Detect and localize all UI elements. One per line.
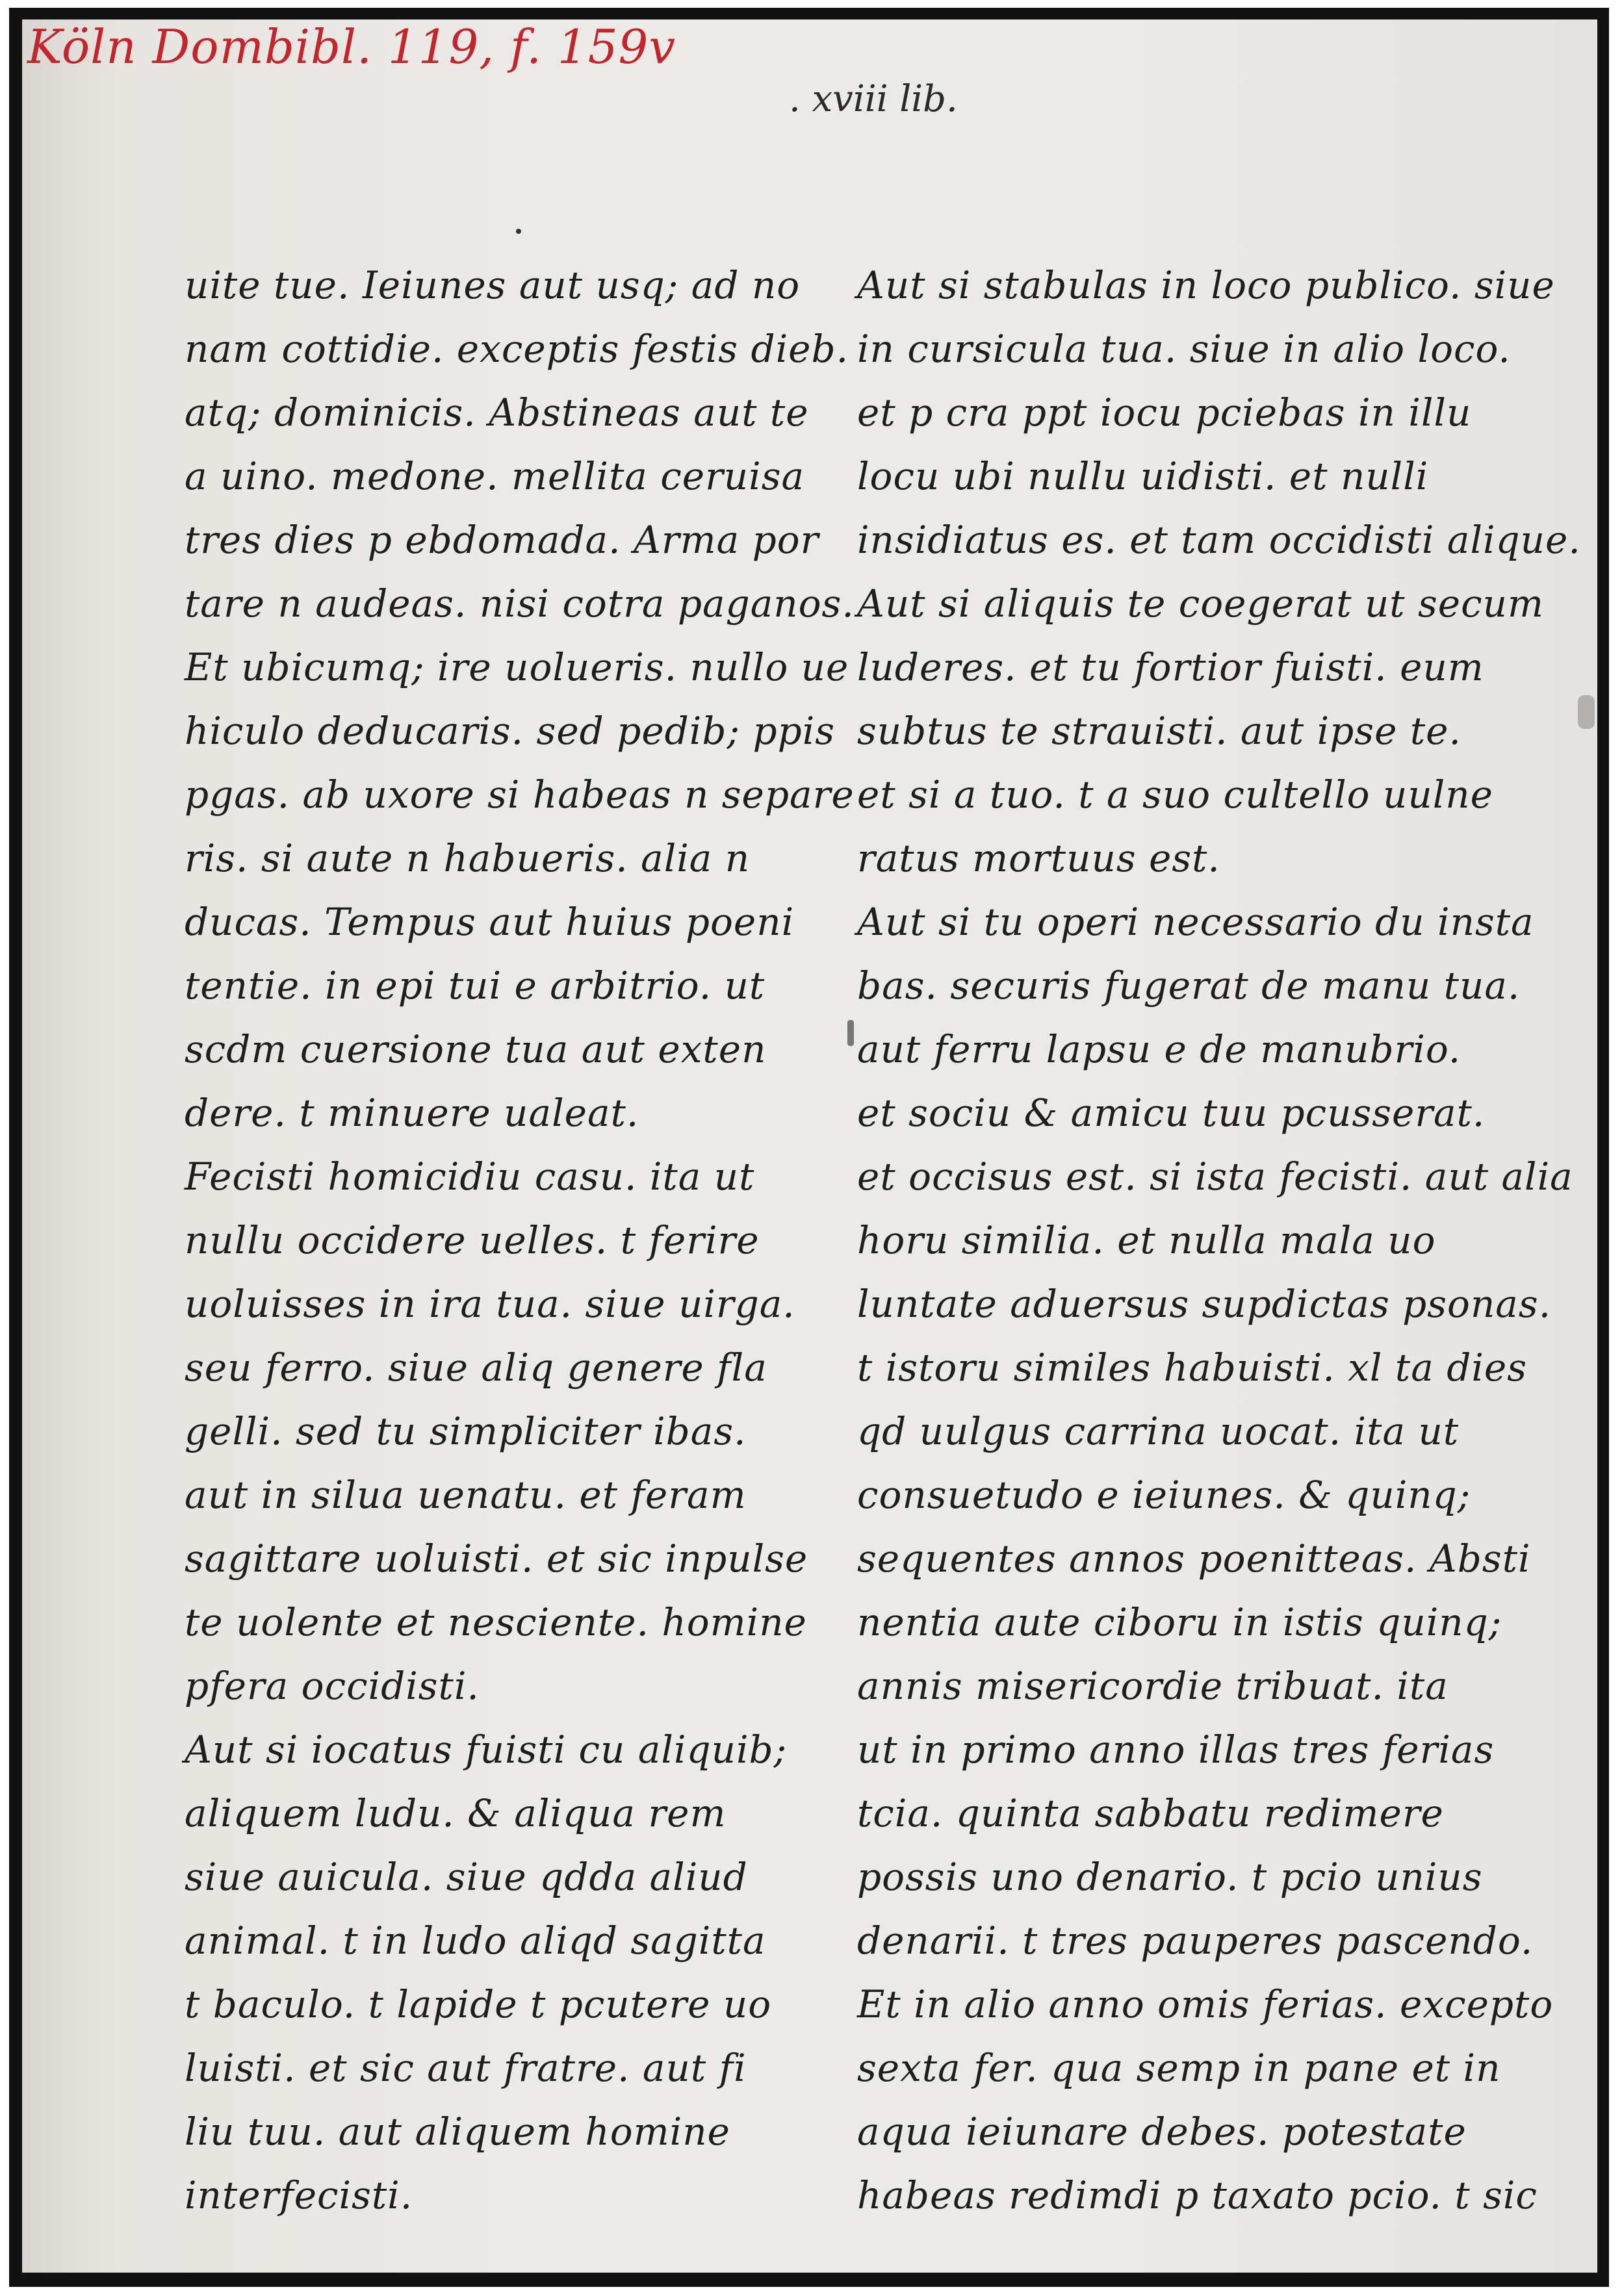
text-line: habeas redimdi p taxato pcio. t sic <box>857 2173 1538 2217</box>
text-line: scdm cuersione tua aut exten <box>185 1027 767 1071</box>
text-line: insidiatus es. et tam occidisti alique. <box>857 518 1581 562</box>
text-line: tentie. in epi tui e arbitrio. ut <box>185 963 766 1008</box>
text-line: Et ubicumq; ire uolueris. nullo ue <box>185 645 849 689</box>
text-line: sexta fer. qua semp in pane et in <box>857 2046 1501 2090</box>
text-line: hiculo deducaris. sed pedib; ppis <box>185 709 836 753</box>
text-line: pgas. ab uxore si habeas n separe <box>185 772 855 817</box>
text-line: tres dies p ebdomada. Arma por <box>185 518 819 562</box>
text-line: ut in primo anno illas tres ferias <box>857 1728 1495 1772</box>
text-line: possis uno denario. t pcio unius <box>857 1855 1483 1899</box>
text-line: siue auicula. siue qdda aliud <box>185 1855 748 1899</box>
text-line: horu similia. et nulla mala uo <box>857 1218 1436 1262</box>
text-line: seu ferro. siue aliq genere fla <box>185 1346 767 1390</box>
text-line: gelli. sed tu simpliciter ibas. <box>185 1409 747 1453</box>
text-line: et occisus est. si ista fecisti. aut alia <box>857 1154 1573 1199</box>
text-line: ratus mortuus est. <box>857 836 1220 880</box>
text-line: ris. si aute n habueris. alia n <box>185 836 751 880</box>
text-line: bas. securis fugerat de manu tua. <box>857 963 1521 1008</box>
text-line: consuetudo e ieiunes. & quinq; <box>857 1473 1471 1517</box>
text-line: et sociu & amicu tuu pcusserat. <box>857 1091 1486 1135</box>
text-line: Fecisti homicidiu casu. ita ut <box>185 1154 755 1199</box>
text-line: qd uulgus carrina uocat. ita ut <box>857 1409 1460 1453</box>
text-line: aqua ieiunare debes. potestate <box>857 2110 1467 2154</box>
text-line: nullu occidere uelles. t ferire <box>185 1218 760 1262</box>
text-line: aliquem ludu. & aliqua rem <box>185 1791 727 1835</box>
text-line: Aut si tu operi necessario du insta <box>857 900 1534 944</box>
text-line: aut ferru lapsu e de manubrio. <box>857 1027 1461 1071</box>
text-line: et p cra ppt iocu pciebas in illu <box>857 390 1472 435</box>
text-line: te uolente et nesciente. homine <box>185 1600 807 1644</box>
text-line: et si a tuo. t a suo cultello uulne <box>857 772 1493 817</box>
text-line: nentia aute ciboru in istis quinq; <box>857 1600 1502 1644</box>
text-line: uoluisses in ira tua. siue uirga. <box>185 1282 795 1326</box>
text-line: t istoru similes habuisti. xl ta dies <box>857 1346 1527 1390</box>
text-line: Aut si iocatus fuisti cu aliquib; <box>185 1728 788 1772</box>
text-line: liu tuu. aut aliquem homine <box>185 2110 730 2154</box>
text-line: pfera occidisti. <box>185 1664 480 1708</box>
text-line: in cursicula tua. siue in alio loco. <box>857 327 1511 371</box>
text-line: atq; dominicis. Abstineas aut te <box>185 390 809 435</box>
text-line: dere. t minuere ualeat. <box>185 1091 639 1135</box>
page-stain <box>847 1020 854 1046</box>
text-line: subtus te strauisti. aut ipse te. <box>857 709 1461 753</box>
text-line: tare n audeas. nisi cotra paganos. <box>185 581 855 626</box>
text-line: Aut si stabulas in loco publico. siue <box>857 263 1555 307</box>
text-line: denarii. t tres pauperes pascendo. <box>857 1919 1534 1963</box>
text-line: animal. t in ludo aliqd sagitta <box>185 1919 766 1963</box>
text-line: annis misericordie tribuat. ita <box>857 1664 1448 1708</box>
text-line: sagittare uoluisti. et sic inpulse <box>185 1537 808 1581</box>
text-line: Et in alio anno omis ferias. excepto <box>857 1982 1554 2026</box>
manuscript-page <box>22 19 1597 2273</box>
text-line: aut in silua uenatu. et feram <box>185 1473 747 1517</box>
text-line: interfecisti. <box>185 2173 413 2217</box>
text-line: tcia. quinta sabbatu redimere <box>857 1791 1444 1835</box>
text-line: Aut si aliquis te coegerat ut secum <box>857 581 1544 626</box>
text-line: ducas. Tempus aut huius poeni <box>185 900 795 944</box>
text-line: locu ubi nullu uidisti. et nulli <box>857 454 1429 498</box>
text-line: luntate aduersus supdictas psonas. <box>857 1282 1552 1326</box>
running-head: . xviii lib. <box>789 78 958 120</box>
text-line: uite tue. Ieiunes aut usq; ad no <box>185 263 801 307</box>
shelfmark-annotation: Köln Dombibl. 119, f. 159v <box>27 19 676 74</box>
text-line: luderes. et tu fortior fuisti. eum <box>857 645 1484 689</box>
text-line: sequentes annos poenitteas. Absti <box>857 1537 1531 1581</box>
binding-mark <box>1578 695 1595 729</box>
text-line: nam cottidie. exceptis festis dieb. <box>185 327 849 371</box>
text-line: t baculo. t lapide t pcutere uo <box>185 1982 772 2026</box>
text-line: luisti. et sic aut fratre. aut fi <box>185 2046 747 2090</box>
text-line: a uino. medone. mellita ceruisa <box>185 454 805 498</box>
margin-dot <box>516 229 521 234</box>
